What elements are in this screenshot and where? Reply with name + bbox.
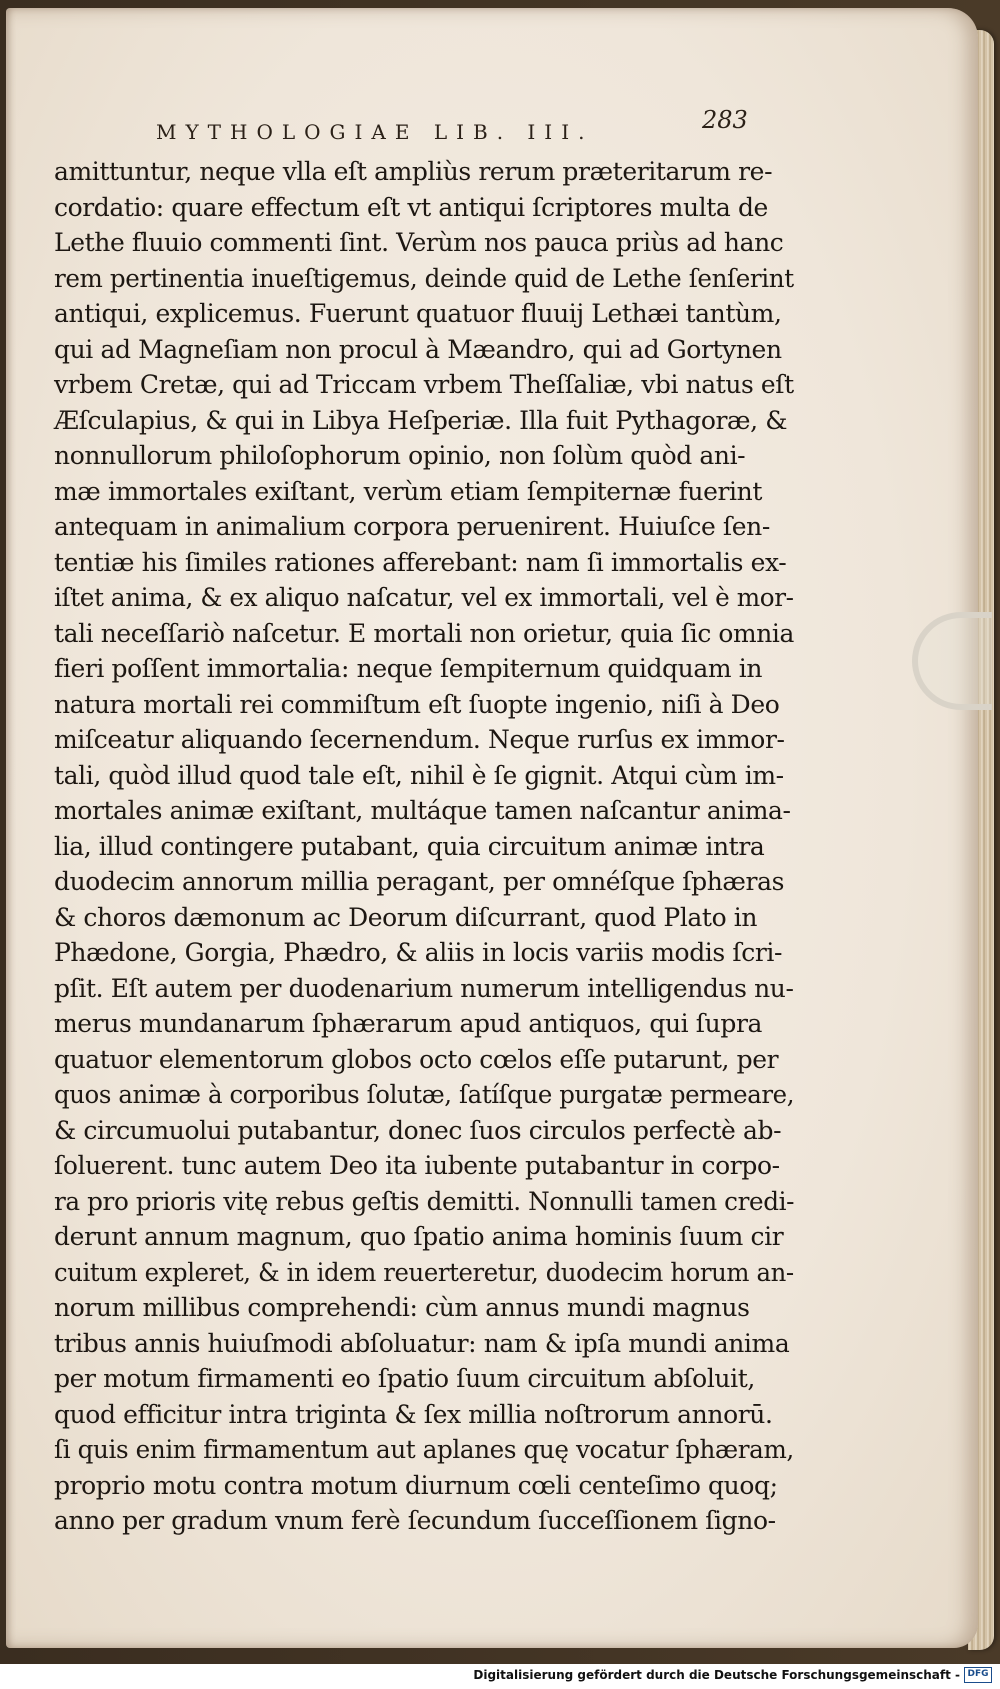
text-line: merus mundanarum ſphærarum apud antiquos, qui ſupra: [54, 1009, 763, 1038]
text-line: norum millibus comprehendi: cùm annus mundi magnus: [54, 1293, 750, 1322]
text-line: quod efficitur intra triginta & ſex millia noſtrorum annorū.: [54, 1399, 773, 1429]
body-text: [54, 154, 794, 1539]
text-line: antiqui, explicemus. Fuerunt quatuor fluuij Lethæi tantùm,: [54, 299, 782, 328]
text-line: & choros dæmonum ac Deorum diſcurrant, quod Plato in: [54, 902, 758, 932]
text-line: pſit. Eſt autem per duodenarium numerum intelligendus nu-: [54, 973, 794, 1003]
text-line: vrbem Cretæ, qui ad Triccam vrbem Theſſaliæ, vbi natus eſt: [54, 370, 794, 399]
text-line: antequam in animalium corpora peruenirent. Huiuſce ſen-: [54, 512, 770, 541]
text-line: proprio motu contra motum diurnum cœli centeſimo quoq;: [54, 1470, 778, 1500]
text-line: ſi quis enim firmamentum aut aplanes quę vocatur ſphæram,: [54, 1435, 794, 1464]
text-line: tentiæ his ſimiles rationes afferebant: nam ſi immortalis ex-: [54, 547, 787, 577]
text-line: amittuntur, neque vlla eſt ampliùs rerum præteritarum re-: [54, 157, 773, 186]
footer-bar: [0, 1664, 1000, 1689]
running-title: MYTHOLOGIAE LIB. III.: [156, 120, 594, 144]
text-line: nonnullorum philoſophorum opinio, non ſolùm quòd ani-: [54, 441, 746, 470]
text-line: cordatio: quare effectum eſt vt antiqui ſcriptores multa de: [54, 192, 768, 222]
book-page: [6, 8, 978, 1648]
text-line: mortales animæ exiſtant, multáque tamen naſcantur anima-: [54, 796, 791, 825]
text-line: tribus annis huiuſmodi abſoluatur: nam & ipſa mundi anima: [54, 1328, 790, 1358]
text-line: qui ad Magneſiam non procul à Mæandro, qui ad Gortynen: [54, 334, 782, 364]
text-line: natura mortali rei commiſtum eſt ſuopte ingenio, niſi à Deo: [54, 689, 780, 719]
text-line: miſceatur aliquando ſecernendum. Neque rurſus ex immor-: [54, 725, 785, 754]
text-line: anno per gradum vnum ferè ſecundum ſucceſſionem ſigno-: [54, 1506, 776, 1535]
text-line: lia, illud contingere putabant, quia circuitum animæ intra: [54, 831, 765, 861]
text-line: Phædone, Gorgia, Phædro, & aliis in locis variis modis ſcri-: [54, 938, 783, 967]
text-line: quatuor elementorum globos octo cœlos eſſe putarunt, per: [54, 1044, 779, 1074]
text-line: cuitum expleret, & in idem reuerteretur, duodecim horum an-: [54, 1257, 794, 1287]
text-line: per motum firmamenti eo ſpatio ſuum circuitum abſoluit,: [54, 1364, 755, 1393]
text-line: Æſculapius, & qui in Libya Heſperiæ. Illa fuit Pythagoræ, &: [54, 405, 788, 435]
funding-credit: Digitalisierung gefördert durch die Deutsche Forschungsgemeinschaft -: [473, 1668, 960, 1682]
text-line: tali, quòd illud quod tale eſt, nihil è ſe gignit. Atqui cùm im-: [54, 760, 784, 790]
text-line: rem pertinentia inueſtigemus, deinde quid de Lethe ſenſerint: [54, 263, 794, 293]
dfg-logo-icon: DFG: [964, 1667, 992, 1683]
text-line: derunt annum magnum, quo ſpatio anima hominis ſuum cir: [54, 1222, 784, 1251]
text-line: duodecim annorum millia peragant, per omnéſque ſphæras: [54, 867, 784, 896]
text-line: fieri poſſent immortalia: neque ſempiternum quidquam in: [54, 654, 763, 683]
text-line: ſoluerent. tunc autem Deo ita iubente putabantur in corpo-: [54, 1151, 780, 1180]
text-line: ra pro prioris vitę rebus geſtis demitti. Nonnulli tamen credi-: [54, 1186, 795, 1216]
text-line: & circumuolui putabantur, donec ſuos circulos perfectè ab-: [54, 1115, 782, 1145]
text-line: Lethe fluuio commenti ſint. Verùm nos pauca priùs ad hanc: [54, 228, 784, 257]
text-line: mæ immortales exiſtant, verùm etiam ſempiternæ fuerint: [54, 476, 762, 506]
page-number: 283: [702, 106, 748, 134]
text-line: tali neceſſariò naſcetur. E mortali non orietur, quia ſic omnia: [54, 618, 794, 648]
text-line: quos animæ à corporibus ſolutæ, ſatíſque purgatæ permeare,: [54, 1080, 795, 1109]
text-line: iſtet anima, & ex aliquo naſcatur, vel ex immortali, vel è mor-: [54, 583, 794, 612]
